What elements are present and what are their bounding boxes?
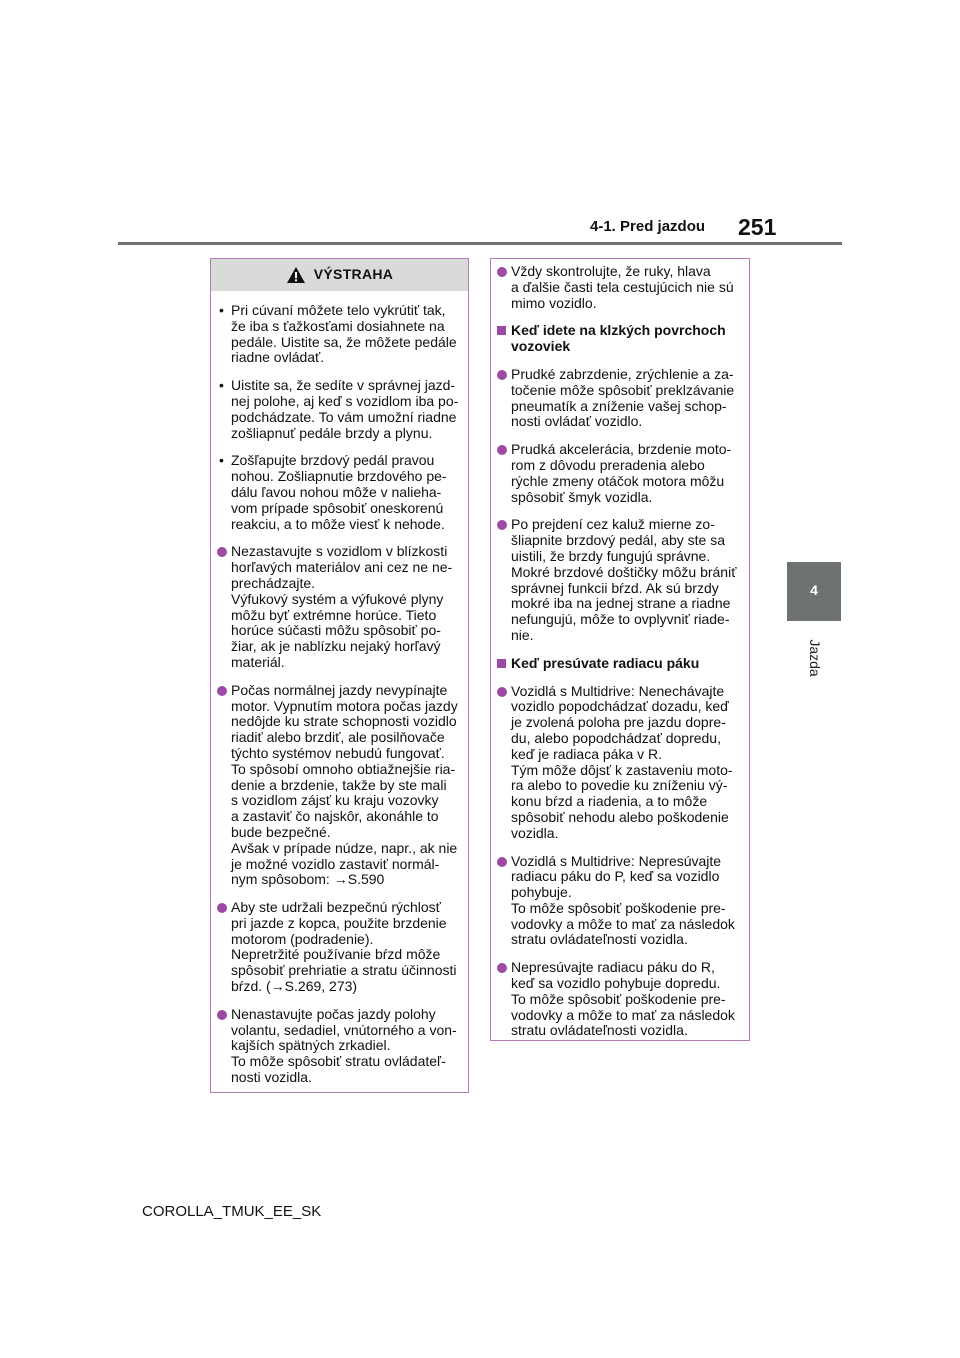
circle-bullet-icon [497,687,507,697]
text-line: Pri cúvaní môžete telo vykrútiť tak, [231,302,446,318]
text-line: bude bezpečné. [231,823,331,840]
text-line: nefungujú, môže to ovplyvniť riade- [511,611,730,628]
text-line: prechádzajte. [231,574,316,591]
text-line: bŕzd. (→S.269, 273) [231,978,358,995]
text-line: To môže spôsobiť poškodenie pre- [511,990,726,1007]
circle-bullet-icon [497,520,507,530]
list-item [497,367,743,430]
bullet-dash: • [219,377,224,394]
text-line: rýchle zmeny otáčok motora môžu [511,472,725,489]
text-line: nedôjde ku strate schopnosti vozidlo [231,713,457,730]
chapter-tab-number: 4 [810,582,818,598]
text-line: zošliapnuť pedále brzdy a plynu. [231,424,433,441]
text-line: radiacu páku do P, keď sa vozidlo [511,868,720,885]
text-line: reakciu, a to môže viesť k nehode. [231,515,445,532]
text-line: nie. [511,626,534,643]
text-line: je zvolená poloha pre jazdu dopre- [511,714,726,731]
text-line: Prudké zabrzdenie, zrýchlenie a za- [511,365,734,382]
text-line: Po prejdení cez kaluž mierne zo- [511,516,715,533]
text-line: je možné vozidlo zastaviť normál- [231,855,440,872]
text-line: stratu ovládateľnosti vozidla. [511,931,688,948]
warning-box [210,258,469,1093]
text-line: podchádzate. To vám umožní riadne [231,408,457,425]
circle-bullet-icon [217,686,227,696]
text-line: spôsobiť prehriatie a stratu účinnosti [231,962,457,979]
continued-box [490,258,750,1041]
warning-title: VÝSTRAHA [313,266,394,283]
text-line: žiar, ak je nablízku nejaký horľavý [231,638,441,655]
text-line: horľavých materiálov ani cez ne ne- [231,559,453,576]
text-line: Nezastavujte s vozidlom v blízkosti [231,543,448,560]
text-line: správnej funkcii bŕzd. Ak sú brzdy [511,579,719,596]
text-line: týchto systémov nebudú fungovať. [231,744,445,761]
text-line: pri jazde z kopca, použite brzdenie [231,914,447,931]
text-line: môžu byť extrémne horúce. Tieto [231,606,437,623]
text-line: vozidla. [511,824,559,841]
text-line: spôsobiť nehodu alebo poškodenie [511,808,729,825]
list-item [497,517,743,643]
text-line: Nenastavujte počas jazdy polohy [231,1005,436,1022]
chapter-label-text: Jazda [807,639,823,677]
text-line: Keď presúvate radiacu páku [511,654,700,671]
text-line: Keď idete na klzkých povrchoch [511,322,726,339]
text-line: Uistite sa, že sedíte v správnej jazd- [231,377,456,394]
text-line: Vozidlá s Multidrive: Nepresúvajte [511,852,722,869]
text-line: motor. Vypnutím motora počas jazdy [231,697,458,714]
text-line: vozidlo popodchádzať dozadu, keď [511,698,729,715]
text-line: horúce súčasti môžu spôsobiť po- [231,622,441,639]
text-line: s vozidlom zájsť ku kraju vozovky [231,792,439,809]
chapter-tab [787,562,841,621]
circle-bullet-icon [217,547,227,557]
circle-bullet-icon [497,445,507,455]
text-line: keď sa vozidlo pohybuje dopredu. [511,975,721,992]
text-line: keď je radiaca páka v R. [511,745,663,762]
list-item [217,453,462,532]
header-rule [118,242,842,245]
list-item [497,854,743,949]
text-line: volantu, sedadiel, vnútorného a von- [231,1021,457,1038]
left-item-list [217,303,462,1086]
text-line: stratu ovládateľnosti vozidla. [511,1022,688,1039]
circle-bullet-icon [217,903,227,913]
text-line: vodovky a môže to mať za následok [511,1006,735,1023]
list-item [217,1007,462,1086]
text-line: Vozidlá s Multidrive: Nenechávajte [511,682,725,699]
text-line: konu bŕzd a riadenia, a to môže [511,793,708,810]
text-line: nym spôsobom: →S.590 [231,871,385,888]
text-line: To spôsobí omnoho obtiažnejšie ria- [231,760,456,777]
text-line: nosti vozidla. [231,1069,312,1086]
list-item [217,303,462,366]
text-line: Počas normálnej jazdy nevypínajte [231,681,448,698]
text-line: materiál. [231,653,285,670]
text-line: kajších spätných zrkadiel. [231,1037,391,1054]
text-line: šliapnite brzdový pedál, aby ste sa [511,532,726,549]
text-line: vom prípade spôsobiť oneskorenú [231,499,444,516]
text-line: riadne ovládať. [231,349,325,366]
bullet-dash: • [219,452,224,469]
text-line: pneumatík a zníženie vašej schop- [511,397,727,414]
text-line: točenie môže spôsobiť preklzávanie [511,381,735,398]
text-line: Nepresúvajte radiacu páku do R, [511,959,715,976]
square-bullet-icon [497,326,506,335]
bullet-dash: • [219,302,224,318]
text-line: To môže spôsobiť stratu ovládateľ- [231,1053,446,1070]
text-line: Avšak v prípade núdze, napr., ak nie [231,839,458,856]
warning-triangle-icon [286,266,306,284]
text-line: Prudká akcelerácia, brzdenie moto- [511,441,732,458]
text-line: ra alebo to povedie ku zníženiu vý- [511,777,728,794]
text-line: nej polohe, aj keď s vozidlom iba po- [231,392,459,409]
list-item [217,378,462,441]
circle-bullet-icon [217,1010,227,1020]
page-number: 251 [738,214,777,240]
text-line: dálu ľavou nohou môže v nalieha- [231,483,442,500]
text-line: mokré iba na jednej strane a riadne [511,595,731,612]
text-line: nohou. Zošliapnutie brzdového pe- [231,468,447,485]
right-item-list [497,264,743,1039]
text-line: vodovky a môže to mať za následok [511,915,735,932]
text-line: že iba s ťažkosťami dosiahnete na [231,317,445,334]
text-line: a ďalšie časti tela cestujúcich nie sú [511,278,734,295]
list-item [497,960,743,1039]
text-line: spôsobiť šmyk vozidla. [511,488,653,505]
header-section-title: 4-1. Pred jazdou [590,218,706,235]
text-line: Vždy skontrolujte, že ruky, hlava [511,263,711,279]
warning-header [211,259,468,291]
circle-bullet-icon [497,857,507,867]
text-line: Výfukový systém a výfukové plyny [231,590,444,607]
subheading [497,656,743,672]
text-line: du, alebo popodchádzať dopredu, [511,729,721,746]
text-line: uistili, že brzdy fungujú správne. [511,547,711,564]
circle-bullet-icon [497,370,507,380]
text-line: rom z dôvodu preradenia alebo [511,456,705,473]
text-line: To môže spôsobiť poškodenie pre- [511,899,726,916]
text-line: pohybuje. [511,884,572,901]
text-line: Tým môže dôjsť k zastaveniu moto- [511,761,733,778]
list-item [497,442,743,505]
circle-bullet-icon [497,963,507,973]
subheading [497,323,743,355]
text-line: vozoviek [511,338,571,355]
text-line: denie a brzdenie, takže by ste mali [231,776,447,793]
text-line: riadiť alebo brzdiť, ale posilňovače [231,729,445,746]
list-item [217,544,462,670]
text-line: Aby ste udržali bezpečnú rýchlosť [231,899,441,916]
text-line: motorom (podradenie). [231,930,374,947]
footer-document-code: COROLLA_TMUK_EE_SK [142,1203,322,1220]
text-line: Zošľapujte brzdový pedál pravou [231,452,435,469]
list-item [217,683,462,888]
text-line: mimo vozidlo. [511,294,597,311]
square-bullet-icon [497,659,506,668]
list-item [217,900,462,995]
text-line: pedále. Uistite sa, že môžete pedále [231,333,457,350]
text-line: Mokré brzdové doštičky môžu brániť [511,563,737,580]
list-item [497,264,743,311]
text-line: a zastaviť čo najskôr, akonáhle to [231,808,439,825]
list-item [497,684,743,842]
chapter-side-label [803,628,825,678]
text-line: Nepretržité používanie bŕzd môže [231,946,441,963]
text-line: nosti ovládať vozidlo. [511,413,643,430]
circle-bullet-icon [497,267,507,277]
